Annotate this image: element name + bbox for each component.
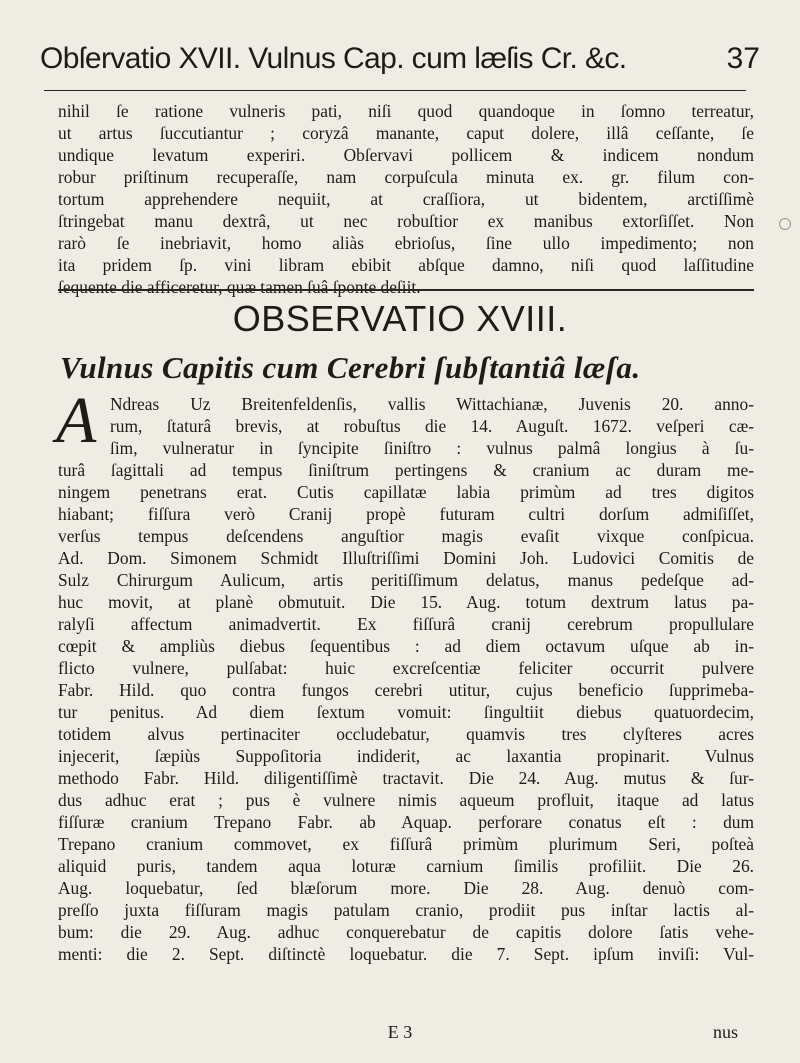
- drop-cap: A: [56, 384, 97, 457]
- observatio-18-subtitle: Vulnus Capitis cum Cerebri ſubſtantiâ læſa.: [60, 350, 641, 385]
- observatio-18-body: [58, 459, 754, 965]
- text-line: turâ ſagittali ad tempus ſiniſtrum pertingens & cranium ac duram me-: [58, 460, 754, 480]
- page-number: 37: [726, 42, 760, 75]
- text-line: preſſo juxta fiſſuram magis patulam cranio, prodiit pus inſtar lactis al-: [58, 900, 754, 920]
- running-title: Obſervatio XVII. Vulnus Cap. cum læſis Cr. &c.: [40, 42, 627, 75]
- text-line: rum, ſtaturâ brevis, at robuſtus die 14. Auguſt. 1672. veſperi cæ-: [110, 416, 754, 436]
- text-line: Ad. Dom. Simonem Schmidt Illuſtriſſimi Domini Joh. Ludovici Comitis de: [58, 548, 754, 568]
- text-line: tortum apprehendere nequiit, at craſſiora, ut bidentem, arctiſſimè: [58, 189, 754, 209]
- section-divider-rule: [58, 289, 754, 291]
- observatio-17-conclusion: [58, 100, 754, 298]
- text-line: huc movit, at planè obmutuit. Die 15. Aug. totum dextrum latus pa-: [58, 592, 754, 612]
- running-head: [40, 42, 760, 82]
- text-line: bum: die 29. Aug. adhuc conquerebatur de capitis dolore ſatis vehe-: [58, 922, 754, 942]
- text-line: tur penitus. Ad diem ſextum vomuit: ſingultiit diebus quatuordecim,: [58, 702, 754, 722]
- text-line: nihil ſe ratione vulneris pati, niſi quod quandoque in ſomno terreatur,: [58, 101, 754, 121]
- text-line: cœpit & ampliùs diebus ſequentibus : ad diem octavum uſque ab in-: [58, 636, 754, 656]
- text-line: methodo Fabr. Hild. diligentiſſimè tractavit. Die 24. Aug. mutus & ſur-: [58, 768, 754, 788]
- observatio-18-opening: [56, 384, 754, 459]
- margin-mark: [779, 218, 791, 230]
- text-line: Aug. loquebatur, ſed blæſorum more. Die 28. Aug. denuò com-: [58, 878, 754, 898]
- text-line: rarò ſe inebriavit, homo aliàs ebrioſus, ſine ullo impedimento; non: [58, 233, 754, 253]
- text-line: Fabr. Hild. quo contra fungos cerebri utitur, cujus beneficio ſupprimeba-: [58, 680, 754, 700]
- catchword: nus: [713, 1022, 739, 1042]
- text-line: dus adhuc erat ; pus è vulnere nimis aqueum profluit, itaque ad latus: [58, 790, 754, 810]
- signature-mark: E 3: [387, 1022, 413, 1042]
- text-line: ningem penetrans erat. Cutis capillatæ labia primùm ad tres digitos: [58, 482, 754, 502]
- text-line: ralyſi affectum animadvertit. Ex fiſſurâ cranij cerebrum propullulare: [58, 614, 754, 634]
- text-line: Sulz Chirurgum Aulicum, artis peritiſſimum delatus, manus pedeſque ad-: [58, 570, 754, 590]
- text-line: Trepano cranium commovet, ex fiſſurâ primùm plurimum Seri, poſteà: [58, 834, 754, 854]
- text-line: ſtringebat manu dextrâ, ut nec robuſtior ex manibus extorſiſſet. Non: [58, 211, 754, 231]
- text-line: undique levatum experiri. Obſervavi pollicem & indicem nondum: [58, 145, 754, 165]
- text-line: robur priſtinum recuperaſſe, nam corpuſcula minuta ex. gr. filum con-: [58, 167, 754, 187]
- text-line: fiſſuræ cranium Trepano Fabr. ab Aquap. perforare conatus eſt : dum: [58, 812, 754, 832]
- text-line: ut artus ſuccutiantur ; coryzâ manante, caput dolere, illâ ceſſante, ſe: [58, 123, 754, 143]
- text-line: totidem alvus pertinaciter occludebatur, quamvis tres clyſteres acres: [58, 724, 754, 744]
- text-line: hiabant; fiſſura verò Cranij propè futuram cultri dorſum admiſiſſet,: [58, 504, 754, 524]
- text-line: injecerit, ſæpiùs Suppoſitoria indiderit, ac laxantia propinarit. Vulnus: [58, 746, 754, 766]
- text-line: Ndreas Uz Breitenfeldenſis, vallis Wittachianæ, Juvenis 20. anno-: [110, 394, 754, 414]
- text-line: ita pridem ſp. vini libram ebibit abſque damno, niſi quod laſſitudine: [58, 255, 754, 275]
- text-line: ſequente die afficeretur, quæ tamen ſuâ ſponte deſiit.: [58, 277, 421, 297]
- text-line: ſim, vulneratur in ſyncipite ſiniſtro : vulnus palmâ longius à ſu-: [110, 438, 754, 458]
- text-line: flicto vulnere, pulſabat: huic excreſcentiæ feliciter occurrit pulvere: [58, 658, 754, 678]
- observatio-18-heading: OBSERVATIO XVIII.: [232, 298, 568, 339]
- text-line: aliquid puris, tandem aqua loturæ carnium ſimilis profiliit. Die 26.: [58, 856, 754, 876]
- header-rule: [44, 90, 746, 91]
- text-line: menti: die 2. Sept. diſtinctè loquebatur. die 7. Sept. ipſum inviſi: Vul-: [58, 944, 754, 964]
- text-line: verſus tempus deſcendens anguſtior magis evaſit vixque conſpicua.: [58, 526, 754, 546]
